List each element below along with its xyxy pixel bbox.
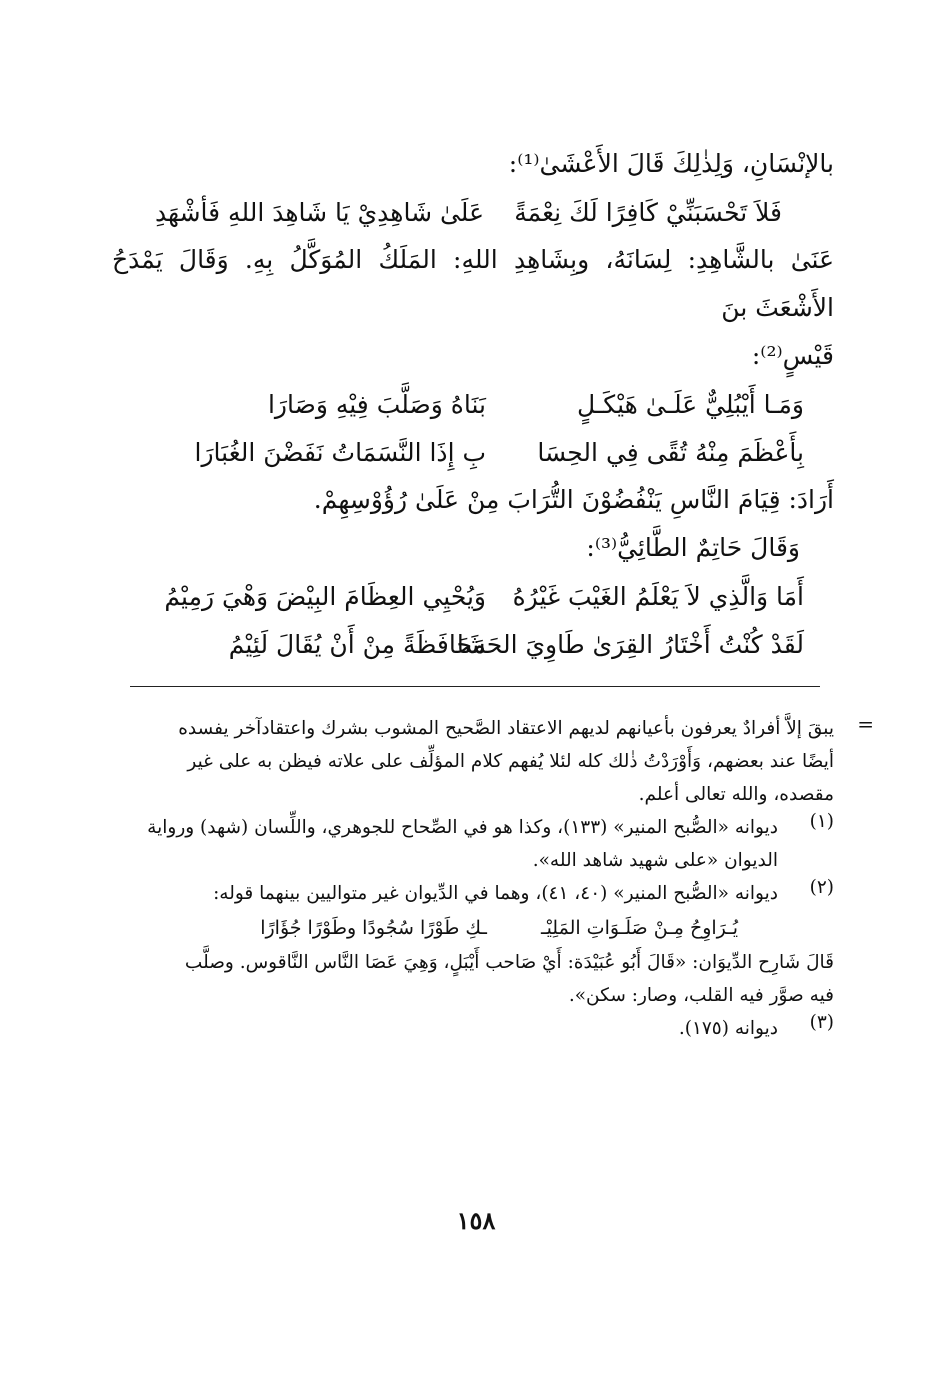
footnote-line: ديوانه (١٧٥). — [678, 1018, 778, 1039]
footnote-verse — [106, 910, 834, 946]
footnote-line: ديوانه «الصُّبح المنير» (١٣٣)، وكذا هو في الصِّحاح للجوهري، واللِّسان (شهد) ورواية — [147, 817, 778, 838]
verse-hemistich-second: ـكِ طَوْرًا سُجُودًا وطَوْرًا جُؤَارًا — [260, 917, 487, 939]
footnote-line: قَالَ شَارِح الدِّيوَان: «قَالَ أَبُو عُبَيْدَة: أَيْ صَاحب أَيْبَلٍ، وَهِيَ عَصَا النَّاس النَّاقوس. وصلَّب — [184, 952, 834, 973]
verse-hemistich-second: عَلَىٰ شَاهِدِيْ يَا شَاهِدَ اللهِ فَأشْهَدِ — [154, 197, 484, 227]
verse-hemistich-first: فَلاَ تَحْسَبَنِّيْ كَافِرًا لَكَ نِعْمَةً — [514, 197, 782, 227]
verse-hemistich-second: مَحَافَظَةً مِنْ أَنْ يُقَالَ لَئِيْمُ — [228, 629, 486, 659]
paragraph-line: عَنَىٰ بالشَّاهِدِ: لِسَانَهُ، وبِشَاهِدِ اللهِ: المَلَكُ المُوَكَّلُ بِهِ. وَقَالَ يَمْدَحُ الأَشْعَثَ بنَ — [112, 245, 834, 322]
footnote-line: ديوانه «الصُّبح المنير» (٤٠، ٤١)، وهما في الدِّيوان غير متواليين بينهما قوله: — [213, 883, 778, 904]
verse-line — [112, 188, 834, 236]
verse-hemistich-first: وَمَـا أَيْبُلِيٌّ عَلَـىٰ هَيْكَـلٍ — [577, 389, 804, 419]
continuation-mark: = — [857, 712, 874, 736]
paragraph-line: قَيْسٍ⁽²⁾: — [751, 341, 834, 370]
main-text — [112, 140, 834, 668]
paragraph-line: وَقَالَ حَاتِمٌ الطَّائِيُّ⁽³⁾: — [586, 533, 800, 562]
paragraph-line: أَرَادَ: قِيَامَ النَّاسِ يَنْفُضُوْنَ التُّرَابَ مِنْ عَلَىٰ رُؤُوْسِهِمْ. — [313, 485, 834, 514]
verse-hemistich-first: بِأَعْظَمَ مِنْهُ تُقًى فِي الحِسَا — [537, 437, 804, 467]
footnote-number: (١) — [809, 811, 834, 832]
verse-hemistich-second: بِ إِذَا النَّسَمَاتُ نَفَضْنَ الغُبَارَا — [194, 437, 486, 467]
page-number: ١٥٨ — [456, 1206, 496, 1235]
footnote-line: أيضًا عند بعضهم، وَأَوْرَدْتُ ذٰلك كله لئلا يُفهم كلام المؤلِّف على علاته فيظن به على غير — [187, 751, 834, 772]
footnotes — [106, 712, 874, 1045]
verse-hemistich-second: بَنَاهُ وَصَلَّبَ فِيْهِ وَصَارَا — [267, 389, 486, 419]
verse-line — [112, 428, 834, 476]
footnote-number: (٣) — [809, 1012, 834, 1033]
verse-hemistich-first: أَمَا وَالَّذِي لاَ يَعْلَمُ الغَيْبَ غَيْرُهُ — [512, 581, 804, 611]
footnote-3 — [106, 1012, 834, 1045]
footnote-line: فيه صوَّر فيه القلب، وصار: سكن». — [568, 985, 834, 1006]
footnote-1 — [106, 811, 834, 877]
intro-line: بالإنْسَانِ، وَلِذٰلِكَ قَالَ الأَعْشَىٰ⁽¹⁾: — [508, 149, 834, 178]
footnote-2-commentary — [106, 946, 834, 1012]
footnote-line: يبقَ إلاَّ أفرادٌ يعرفون بأعيانهم لديهم الاعتقاد الصَّحيح المشوب بشرك واعتقادآخر يفسده — [178, 718, 834, 739]
verse-line — [112, 572, 834, 620]
footnote-continuation — [106, 712, 874, 811]
footnote-number: (٢) — [809, 877, 834, 898]
verse-hemistich-first: لَقَدْ كُنْتُ أَخْتَارُ القِرَىٰ طَاوِيَ الحَشَا — [456, 629, 804, 659]
verse-hemistich-second: وَيُحْيِي العِظَامَ البِيْضَ وَهْيَ رَمِيْمُ — [164, 581, 486, 611]
footnote-line: الديوان «على شهيد شاهد الله». — [532, 850, 778, 871]
footnote-separator — [130, 686, 820, 687]
footnote-2 — [106, 877, 834, 910]
footnote-line: مقصده، والله تعالى أعلم. — [638, 784, 834, 805]
verse-line — [112, 380, 834, 428]
verse-line — [112, 620, 834, 668]
verse-hemistich-first: يُـرَاوِحُ مِـنْ صَلَـوَاتِ المَلِيْـ — [541, 917, 738, 939]
